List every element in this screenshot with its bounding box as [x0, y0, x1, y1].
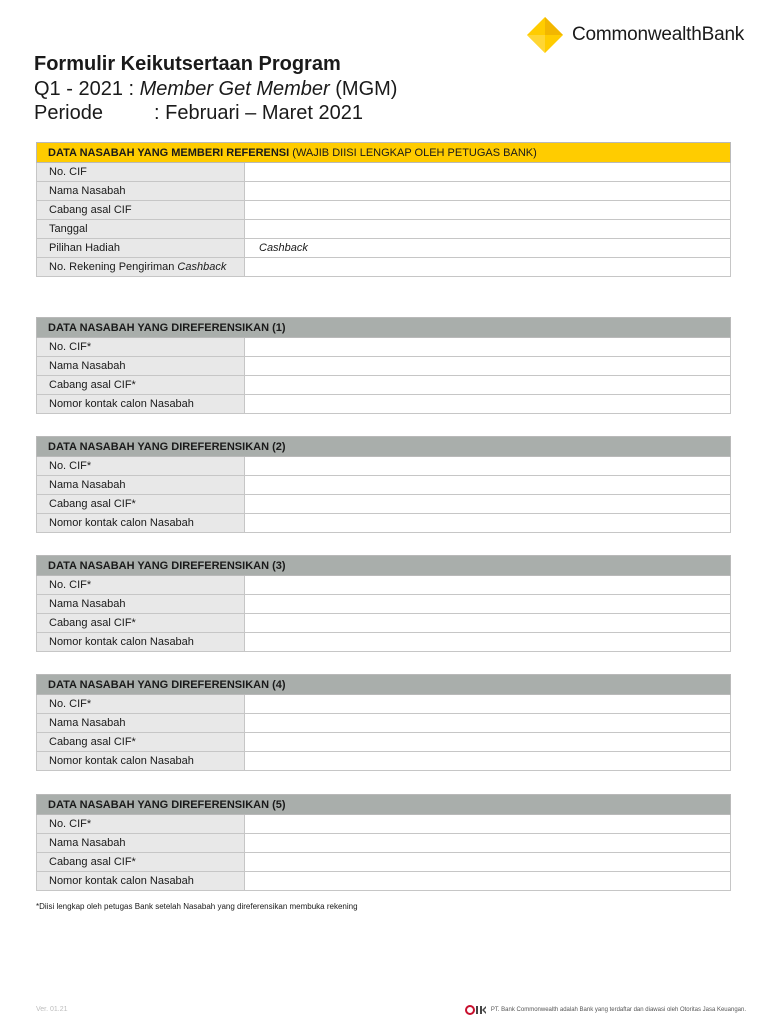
table-row — [37, 872, 731, 891]
table-row — [37, 834, 731, 853]
field-label: Nomor kontak calon Nasabah — [37, 633, 245, 652]
referred-table-2 — [36, 436, 731, 533]
table-row — [37, 163, 731, 182]
table-row — [37, 338, 731, 357]
table-row — [37, 595, 731, 614]
nama-nasabah-field[interactable] — [245, 834, 731, 853]
legal-text: PT. Bank Commonwealth adalah Bank yang terdaftar dan diawasi oleh Otoritas Jasa Keuangan. — [490, 1007, 746, 1013]
period-value: : Februari – Maret 2021 — [154, 102, 363, 124]
program-suffix: (MGM) — [329, 78, 398, 100]
table-row — [37, 714, 731, 733]
nomor-kontak-field[interactable] — [245, 514, 731, 533]
section-header-row — [37, 795, 731, 815]
referred-table-5 — [36, 794, 731, 891]
table-row — [37, 853, 731, 872]
field-label: Nama Nasabah — [37, 357, 245, 376]
pilihan-hadiah-field[interactable]: Cashback — [245, 239, 731, 258]
field-label: Pilihan Hadiah — [37, 239, 245, 258]
field-label: Nomor kontak calon Nasabah — [37, 514, 245, 533]
field-label: No. CIF* — [37, 576, 245, 595]
brand-name: CommonwealthBank — [572, 24, 745, 45]
field-label: Nama Nasabah — [37, 476, 245, 495]
nomor-kontak-field[interactable] — [245, 872, 731, 891]
field-label: Nomor kontak calon Nasabah — [37, 395, 245, 414]
table-row — [37, 495, 731, 514]
version-label: Ver. 01.21 — [36, 1006, 68, 1013]
program-prefix: Q1 - 2021 : — [34, 78, 140, 100]
cabang-asal-cif-field[interactable] — [245, 201, 731, 220]
cabang-asal-cif-field[interactable] — [245, 614, 731, 633]
section-header-row — [37, 556, 731, 576]
form-title: Formulir Keikutsertaan Program — [34, 53, 341, 75]
field-label: Cabang asal CIF* — [37, 853, 245, 872]
tanggal-field[interactable] — [245, 220, 731, 239]
field-label: Cabang asal CIF* — [37, 495, 245, 514]
field-label: No. CIF* — [37, 695, 245, 714]
table-row — [37, 695, 731, 714]
brand-logo — [526, 16, 744, 54]
rekening-cashback-field[interactable] — [245, 258, 731, 277]
period-label: Periode — [34, 102, 103, 124]
section-header-row — [37, 318, 731, 338]
referred-table-3 — [36, 555, 731, 652]
table-row — [37, 258, 731, 277]
ojk-logo-icon — [465, 1004, 487, 1016]
referrer-header — [37, 143, 731, 163]
field-label: Nama Nasabah — [37, 834, 245, 853]
nomor-kontak-field[interactable] — [245, 752, 731, 771]
field-label: No. CIF* — [37, 457, 245, 476]
nama-nasabah-field[interactable] — [245, 182, 731, 201]
table-row — [37, 182, 731, 201]
referrer-table — [36, 142, 731, 277]
field-label: Cabang asal CIF* — [37, 376, 245, 395]
table-row — [37, 457, 731, 476]
referrer-note: (WAJIB DIISI LENGKAP OLEH PETUGAS BANK) — [289, 146, 537, 159]
field-label-italic: Cashback — [177, 261, 227, 273]
legal-footer — [465, 1004, 746, 1016]
referrer-title: DATA NASABAH YANG MEMBERI REFERENSI — [48, 146, 290, 159]
table-row — [37, 752, 731, 771]
footnote: *Diisi lengkap oleh petugas Bank setelah Nasabah yang direferensikan membuka rekening — [36, 902, 358, 911]
field-label: Nomor kontak calon Nasabah — [37, 872, 245, 891]
no-cif-field[interactable] — [245, 163, 731, 182]
field-label: Cabang asal CIF* — [37, 733, 245, 752]
section-title: DATA NASABAH YANG DIREFERENSIKAN (3) — [37, 556, 731, 576]
nama-nasabah-field[interactable] — [245, 357, 731, 376]
table-row — [37, 357, 731, 376]
nama-nasabah-field[interactable] — [245, 595, 731, 614]
table-row — [37, 220, 731, 239]
period-line — [34, 101, 397, 125]
nama-nasabah-field[interactable] — [245, 714, 731, 733]
table-row — [37, 633, 731, 652]
referrer-header-row — [37, 143, 731, 163]
cabang-asal-cif-field[interactable] — [245, 853, 731, 872]
table-row — [37, 376, 731, 395]
table-row — [37, 476, 731, 495]
section-title: DATA NASABAH YANG DIREFERENSIKAN (5) — [37, 795, 731, 815]
table-row — [37, 239, 731, 258]
field-label: Tanggal — [37, 220, 245, 239]
field-label: Cabang asal CIF* — [37, 614, 245, 633]
field-label — [37, 258, 245, 277]
table-row — [37, 576, 731, 595]
section-header-row — [37, 675, 731, 695]
cabang-asal-cif-field[interactable] — [245, 376, 731, 395]
section-title: DATA NASABAH YANG DIREFERENSIKAN (2) — [37, 437, 731, 457]
field-label: Nama Nasabah — [37, 595, 245, 614]
field-label: No. CIF* — [37, 815, 245, 834]
section-title: DATA NASABAH YANG DIREFERENSIKAN (1) — [37, 318, 731, 338]
no-cif-field[interactable] — [245, 815, 731, 834]
table-row — [37, 614, 731, 633]
table-row — [37, 815, 731, 834]
program-line — [34, 77, 397, 101]
referred-table-1 — [36, 317, 731, 414]
field-label: Nama Nasabah — [37, 182, 245, 201]
no-cif-field[interactable] — [245, 338, 731, 357]
section-title: DATA NASABAH YANG DIREFERENSIKAN (4) — [37, 675, 731, 695]
referred-table-4 — [36, 674, 731, 771]
table-row — [37, 514, 731, 533]
no-cif-field[interactable] — [245, 457, 731, 476]
field-label: Nama Nasabah — [37, 714, 245, 733]
form-title-block — [34, 52, 397, 125]
table-row — [37, 201, 731, 220]
no-cif-field[interactable] — [245, 576, 731, 595]
diamond-logo-icon — [526, 16, 564, 54]
field-label: No. CIF* — [37, 338, 245, 357]
no-cif-field[interactable] — [245, 695, 731, 714]
table-row — [37, 733, 731, 752]
nama-nasabah-field[interactable] — [245, 476, 731, 495]
cabang-asal-cif-field[interactable] — [245, 733, 731, 752]
field-label: No. CIF — [37, 163, 245, 182]
program-name: Member Get Member — [139, 78, 330, 100]
nomor-kontak-field[interactable] — [245, 395, 731, 414]
section-header-row — [37, 437, 731, 457]
nomor-kontak-field[interactable] — [245, 633, 731, 652]
table-row — [37, 395, 731, 414]
cabang-asal-cif-field[interactable] — [245, 495, 731, 514]
field-label-prefix: No. Rekening Pengiriman — [49, 261, 178, 273]
field-label: Cabang asal CIF — [37, 201, 245, 220]
field-label: Nomor kontak calon Nasabah — [37, 752, 245, 771]
